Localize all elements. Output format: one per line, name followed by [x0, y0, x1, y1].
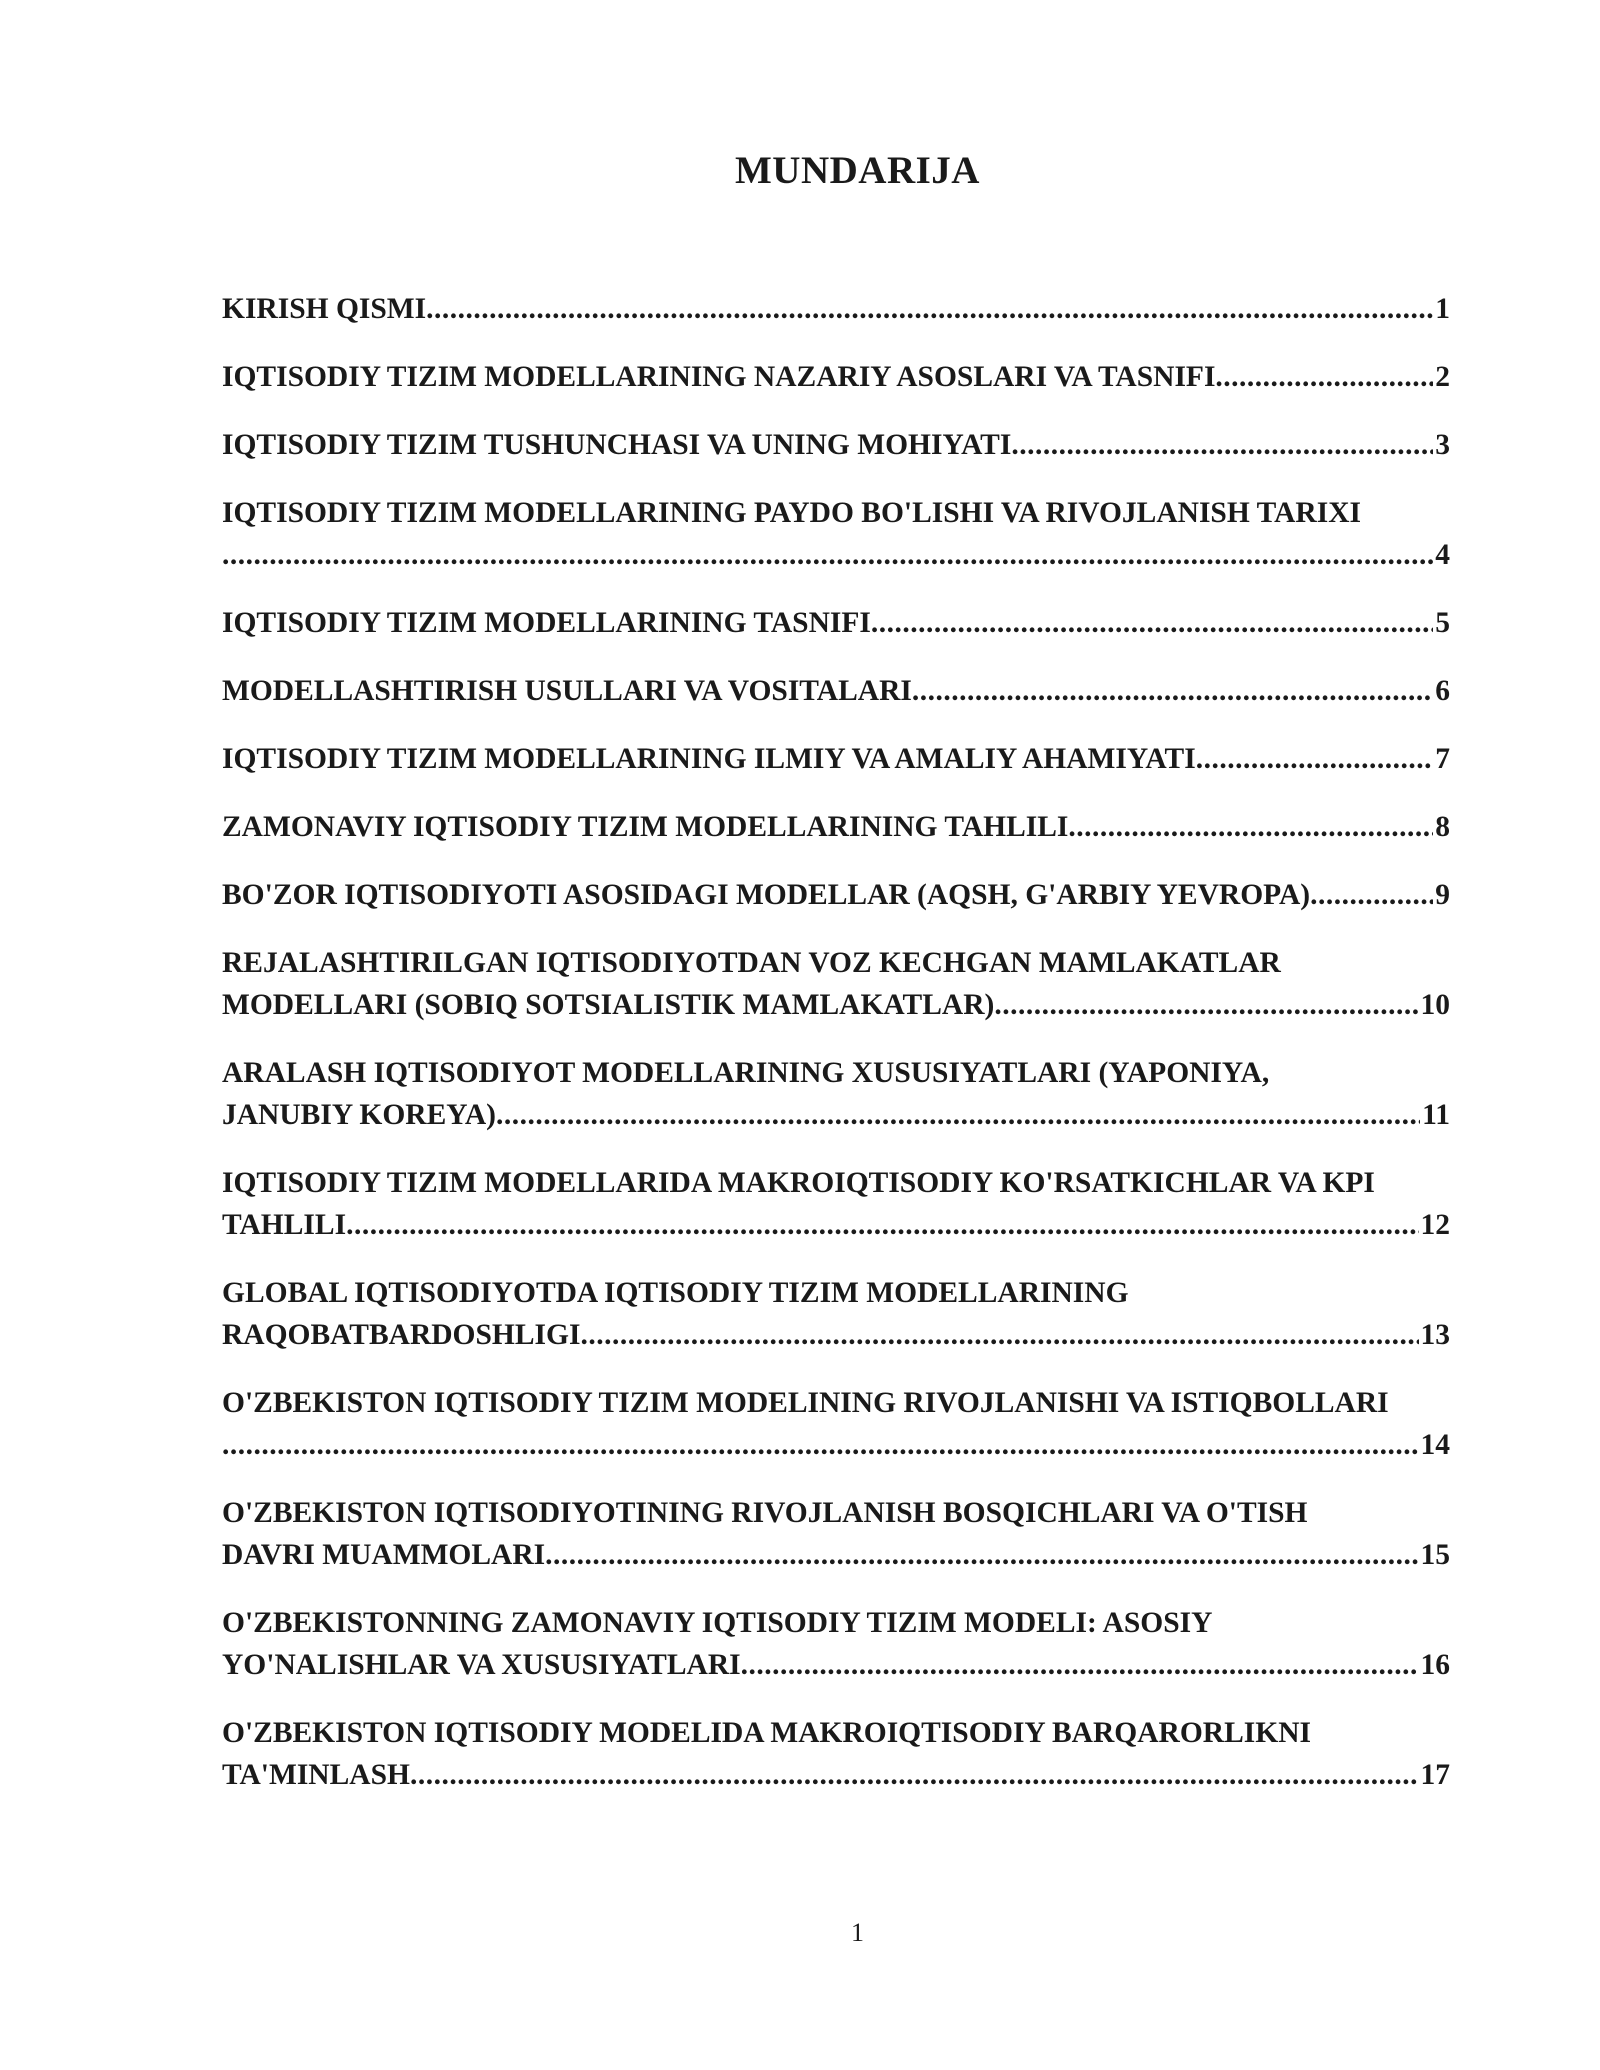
- toc-entry[interactable]: [222, 874, 1450, 916]
- toc-entry-title: KIRISH QISMI: [222, 293, 427, 325]
- toc-entry-title: JANUBIY KOREYA): [222, 1099, 496, 1131]
- page-number: 1: [851, 1918, 864, 1947]
- toc-entry-final-line: [222, 1754, 1450, 1796]
- toc-entry-title: MODELLASHTIRISH USULLARI VA VOSITALARI: [222, 675, 912, 707]
- toc-entry[interactable]: [222, 942, 1450, 1026]
- toc-entry-title: BO'ZOR IQTISODIYOTI ASOSIDAGI MODELLAR (AQSH, G'ARBIY YEVROPA): [222, 879, 1311, 911]
- toc-entry[interactable]: [222, 1052, 1450, 1136]
- dot-leader: [1215, 356, 1433, 398]
- dot-leader: [580, 1314, 1418, 1356]
- toc-page-number: 7: [1435, 743, 1450, 775]
- toc-entry-title-line: O'ZBEKISTON IQTISODIY TIZIM MODELINING RIVOJLANISHI VA ISTIQBOLLARI: [222, 1387, 1389, 1419]
- toc-page-number: 4: [1435, 539, 1450, 571]
- toc-entry-title-line: O'ZBEKISTON IQTISODIY MODELIDA MAKROIQTISODIY BARQARORLIKNI: [222, 1717, 1311, 1749]
- dot-leader: [346, 1204, 1418, 1246]
- toc-page-number: 3: [1435, 429, 1450, 461]
- toc-entry-final-line: [222, 1204, 1450, 1246]
- toc-entry-final-line: [222, 1644, 1450, 1686]
- dot-leader: [496, 1094, 1420, 1136]
- toc-entry-title-line: GLOBAL IQTISODIYOTDA IQTISODIY TIZIM MODELLARINING: [222, 1277, 1129, 1309]
- dot-leader: [545, 1534, 1418, 1576]
- toc-entry-final-line: [222, 1314, 1450, 1356]
- toc-entry-title-line: IQTISODIY TIZIM MODELLARINING PAYDO BO'LISHI VA RIVOJLANISH TARIXI: [222, 497, 1361, 529]
- toc-page-number: 5: [1435, 607, 1450, 639]
- page-title: MUNDARIJA: [735, 149, 980, 192]
- toc-entry[interactable]: [222, 356, 1450, 398]
- toc-entry[interactable]: [222, 602, 1450, 644]
- dot-leader: [1310, 874, 1433, 916]
- dot-leader: [426, 288, 1433, 330]
- toc-entry-title-line: REJALASHTIRILGAN IQTISODIYOTDAN VOZ KECHGAN MAMLAKATLAR: [222, 947, 1281, 979]
- dot-leader: [871, 602, 1433, 644]
- toc-entry-final-line: [222, 356, 1450, 398]
- toc-page-number: 12: [1420, 1209, 1450, 1241]
- toc-page-number: 16: [1420, 1649, 1450, 1681]
- toc-entry-title: MODELLARI (SOBIQ SOTSIALISTIK MAMLAKATLAR): [222, 989, 995, 1021]
- toc-entry-title: DAVRI MUAMMOLARI: [222, 1539, 546, 1571]
- toc-entry[interactable]: [222, 1382, 1450, 1466]
- toc-entry-final-line: [222, 1424, 1450, 1466]
- dot-leader: [912, 670, 1433, 712]
- toc-page-number: 8: [1435, 811, 1450, 843]
- toc-entry-title-line: O'ZBEKISTON IQTISODIYOTINING RIVOJLANISH BOSQICHLARI VA O'TISH: [222, 1497, 1308, 1529]
- dot-leader: [1011, 424, 1433, 466]
- toc-entry-final-line: [222, 806, 1450, 848]
- toc-entry-final-line: [222, 670, 1450, 712]
- toc-page-number: 14: [1420, 1429, 1450, 1461]
- toc-entry[interactable]: [222, 1492, 1450, 1576]
- toc-page-number: 6: [1435, 675, 1450, 707]
- toc-entry[interactable]: [222, 1162, 1450, 1246]
- toc-page-number: 9: [1435, 879, 1450, 911]
- toc-entry-final-line: [222, 424, 1450, 466]
- dot-leader: [994, 984, 1418, 1026]
- toc-entry-title: RAQOBATBARDOSHLIGI: [222, 1319, 581, 1351]
- toc-entry-title: ZAMONAVIY IQTISODIY TIZIM MODELLARINING TAHLILI: [222, 811, 1069, 843]
- toc-entry-final-line: [222, 288, 1450, 330]
- toc-entry[interactable]: [222, 492, 1450, 576]
- dot-leader: [410, 1754, 1419, 1796]
- toc-entry-final-line: [222, 534, 1450, 576]
- toc-entry[interactable]: [222, 670, 1450, 712]
- toc-entry-final-line: [222, 984, 1450, 1026]
- toc-entry-final-line: [222, 602, 1450, 644]
- toc-page-number: 13: [1420, 1319, 1450, 1351]
- toc-entry-final-line: [222, 738, 1450, 780]
- toc-entry[interactable]: [222, 288, 1450, 330]
- toc-page-number: 11: [1422, 1099, 1450, 1131]
- table-of-contents: [222, 288, 1450, 1822]
- toc-entry[interactable]: [222, 424, 1450, 466]
- toc-page-number: 2: [1435, 361, 1450, 393]
- toc-entry-title: IQTISODIY TIZIM MODELLARINING TASNIFI: [222, 607, 871, 639]
- toc-entry[interactable]: [222, 738, 1450, 780]
- toc-page-number: 1: [1435, 293, 1450, 325]
- toc-entry-title: TA'MINLASH: [222, 1759, 410, 1791]
- toc-entry-title: IQTISODIY TIZIM MODELLARINING ILMIY VA AMALIY AHAMIYATI: [222, 743, 1196, 775]
- toc-entry-title: IQTISODIY TIZIM TUSHUNCHASI VA UNING MOHIYATI: [222, 429, 1012, 461]
- toc-entry[interactable]: [222, 806, 1450, 848]
- toc-entry-title: YO'NALISHLAR VA XUSUSIYATLARI: [222, 1649, 741, 1681]
- toc-entry-final-line: [222, 874, 1450, 916]
- toc-entry[interactable]: [222, 1602, 1450, 1686]
- toc-page-number: 10: [1420, 989, 1450, 1021]
- toc-page-number: 15: [1420, 1539, 1450, 1571]
- dot-leader: [222, 1424, 1419, 1466]
- toc-entry-final-line: [222, 1534, 1450, 1576]
- toc-entry-title: IQTISODIY TIZIM MODELLARINING NAZARIY ASOSLARI VA TASNIFI: [222, 361, 1216, 393]
- toc-entry[interactable]: [222, 1272, 1450, 1356]
- dot-leader: [1196, 738, 1434, 780]
- toc-entry-title-line: IQTISODIY TIZIM MODELLARIDA MAKROIQTISODIY KO'RSATKICHLAR VA KPI: [222, 1167, 1375, 1199]
- dot-leader: [222, 534, 1433, 576]
- toc-entry-title-line: ARALASH IQTISODIYOT MODELLARINING XUSUSIYATLARI (YAPONIYA,: [222, 1057, 1270, 1089]
- dot-leader: [1068, 806, 1433, 848]
- dot-leader: [741, 1644, 1419, 1686]
- toc-entry-title: TAHLILI: [222, 1209, 347, 1241]
- toc-entry-title-line: O'ZBEKISTONNING ZAMONAVIY IQTISODIY TIZIM MODELI: ASOSIY: [222, 1607, 1213, 1639]
- toc-page-number: 17: [1420, 1759, 1450, 1791]
- toc-entry-final-line: [222, 1094, 1450, 1136]
- toc-entry[interactable]: [222, 1712, 1450, 1796]
